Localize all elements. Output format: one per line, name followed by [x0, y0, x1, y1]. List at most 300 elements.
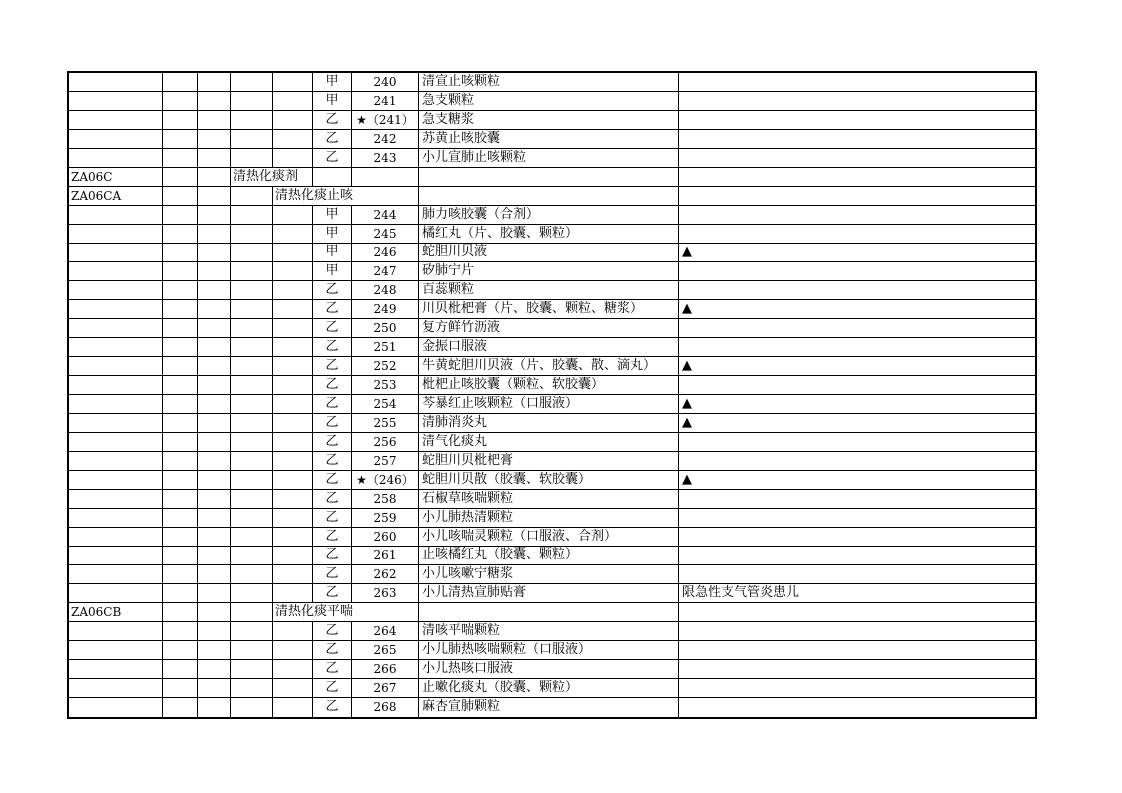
grade-cell: 乙	[313, 357, 352, 376]
code-cell	[69, 452, 163, 471]
subcategory-label: 清热化痰止咳	[273, 187, 419, 206]
empty-cell	[231, 187, 273, 206]
subcategory-row	[69, 187, 1035, 206]
empty-cell	[231, 92, 273, 111]
empty-cell	[273, 433, 313, 452]
empty-cell	[198, 376, 231, 395]
remark-cell: ▲	[679, 243, 1035, 262]
empty-cell	[163, 225, 198, 244]
remark-cell	[679, 546, 1035, 565]
empty-cell	[231, 546, 273, 565]
empty-cell	[273, 452, 313, 471]
empty-cell	[231, 528, 273, 547]
empty-cell	[231, 471, 273, 490]
grade-cell: 乙	[313, 584, 352, 603]
code-cell	[69, 490, 163, 509]
code-cell	[69, 243, 163, 262]
empty-cell	[198, 414, 231, 433]
drug-name-cell: 复方鲜竹沥液	[419, 319, 679, 338]
grade-cell: 甲	[313, 92, 352, 111]
drug-name-cell: 蛇胆川贝液	[419, 243, 679, 262]
empty-cell	[231, 584, 273, 603]
table-row	[69, 509, 1035, 528]
empty-cell	[273, 149, 313, 168]
grade-cell: 乙	[313, 698, 352, 717]
table-row	[69, 679, 1035, 698]
drug-number-cell: 266	[352, 660, 419, 679]
empty-cell	[273, 679, 313, 698]
drug-name-cell: 麻杏宣肺颗粒	[419, 698, 679, 717]
empty-cell	[198, 584, 231, 603]
empty-cell	[163, 187, 198, 206]
drug-number-cell: 252	[352, 357, 419, 376]
grade-cell: 乙	[313, 641, 352, 660]
remark-cell	[679, 149, 1035, 168]
remark-cell	[679, 603, 1035, 622]
drug-name-cell: 川贝枇杷膏（片、胶囊、颗粒、糖浆）	[419, 300, 679, 319]
code-cell	[69, 376, 163, 395]
empty-cell	[273, 319, 313, 338]
code-cell	[69, 528, 163, 547]
drug-number-cell: 245	[352, 225, 419, 244]
empty-cell	[273, 584, 313, 603]
remark-cell: ▲	[679, 471, 1035, 490]
table-row	[69, 433, 1035, 452]
empty-cell	[198, 622, 231, 641]
drug-number-cell: 259	[352, 509, 419, 528]
code-cell	[69, 225, 163, 244]
grade-cell: 乙	[313, 490, 352, 509]
empty-cell	[198, 73, 231, 92]
grade-cell	[313, 168, 352, 187]
table-row	[69, 452, 1035, 471]
grade-cell: 乙	[313, 528, 352, 547]
drug-name-cell: 蛇胆川贝散（胶囊、软胶囊）	[419, 471, 679, 490]
drug-name-cell: 矽肺宁片	[419, 262, 679, 281]
remark-cell	[679, 698, 1035, 717]
empty-cell	[163, 603, 198, 622]
code-cell	[69, 433, 163, 452]
remark-cell	[679, 376, 1035, 395]
code-cell	[69, 357, 163, 376]
drug-number-cell: 255	[352, 414, 419, 433]
empty-cell	[231, 206, 273, 225]
table-row	[69, 490, 1035, 509]
remark-cell	[679, 528, 1035, 547]
grade-cell: 乙	[313, 414, 352, 433]
drug-name-cell: 清宣止咳颗粒	[419, 73, 679, 92]
remark-cell	[679, 92, 1035, 111]
drug-name-cell: 小儿清热宣肺贴膏	[419, 584, 679, 603]
grade-cell: 乙	[313, 433, 352, 452]
subcategory-label: 清热化痰平喘	[273, 603, 419, 622]
drug-number-cell: 268	[352, 698, 419, 717]
remark-cell	[679, 281, 1035, 300]
code-cell	[69, 262, 163, 281]
drug-number-cell: 247	[352, 262, 419, 281]
drug-number-cell	[352, 168, 419, 187]
grade-cell: 乙	[313, 509, 352, 528]
code-cell: ZA06C	[69, 168, 163, 187]
table-row	[69, 319, 1035, 338]
drug-name-cell: 急支颗粒	[419, 92, 679, 111]
empty-cell	[198, 111, 231, 130]
drug-number-cell: 267	[352, 679, 419, 698]
drug-name-cell: 芩暴红止咳颗粒（口服液）	[419, 395, 679, 414]
grade-cell: 乙	[313, 281, 352, 300]
drug-name-cell: 蛇胆川贝枇杷膏	[419, 452, 679, 471]
code-cell	[69, 92, 163, 111]
drug-name-cell: 急支糖浆	[419, 111, 679, 130]
remark-cell: ▲	[679, 395, 1035, 414]
empty-cell	[163, 546, 198, 565]
drug-number-cell: ★（246）	[352, 471, 419, 490]
drug-number-cell: 250	[352, 319, 419, 338]
drug-name-cell: 苏黄止咳胶囊	[419, 130, 679, 149]
category-label: 清热化痰剂	[231, 168, 313, 187]
code-cell	[69, 319, 163, 338]
drug-name-cell	[419, 603, 679, 622]
grade-cell: 乙	[313, 471, 352, 490]
empty-cell	[273, 357, 313, 376]
empty-cell	[198, 603, 231, 622]
code-cell	[69, 300, 163, 319]
empty-cell	[163, 281, 198, 300]
code-cell	[69, 698, 163, 717]
empty-cell	[163, 357, 198, 376]
remark-cell	[679, 452, 1035, 471]
drug-name-cell: 枇杷止咳胶囊（颗粒、软胶囊）	[419, 376, 679, 395]
empty-cell	[163, 92, 198, 111]
drug-number-cell: 246	[352, 243, 419, 262]
empty-cell	[231, 319, 273, 338]
empty-cell	[163, 679, 198, 698]
empty-cell	[231, 679, 273, 698]
drug-number-cell: 241	[352, 92, 419, 111]
category-row	[69, 168, 1035, 187]
empty-cell	[198, 149, 231, 168]
empty-cell	[163, 622, 198, 641]
remark-cell	[679, 206, 1035, 225]
drug-number-cell: 258	[352, 490, 419, 509]
empty-cell	[273, 660, 313, 679]
empty-cell	[198, 546, 231, 565]
remark-cell	[679, 622, 1035, 641]
drug-name-cell: 橘红丸（片、胶囊、颗粒）	[419, 225, 679, 244]
empty-cell	[273, 622, 313, 641]
drug-name-cell: 清肺消炎丸	[419, 414, 679, 433]
empty-cell	[163, 660, 198, 679]
empty-cell	[163, 149, 198, 168]
drug-name-cell: 小儿宣肺止咳颗粒	[419, 149, 679, 168]
empty-cell	[163, 130, 198, 149]
drug-number-cell: 249	[352, 300, 419, 319]
empty-cell	[231, 243, 273, 262]
table-row	[69, 622, 1035, 641]
remark-cell: 限急性支气管炎患儿	[679, 584, 1035, 603]
empty-cell	[198, 490, 231, 509]
empty-cell	[231, 338, 273, 357]
remark-cell	[679, 319, 1035, 338]
grade-cell: 甲	[313, 262, 352, 281]
empty-cell	[273, 490, 313, 509]
code-cell	[69, 414, 163, 433]
empty-cell	[231, 281, 273, 300]
drug-name-cell: 小儿咳嗽宁糖浆	[419, 565, 679, 584]
drug-number-cell: 265	[352, 641, 419, 660]
code-cell	[69, 622, 163, 641]
table-row	[69, 546, 1035, 565]
drug-number-cell: 242	[352, 130, 419, 149]
empty-cell	[163, 376, 198, 395]
table-row	[69, 414, 1035, 433]
empty-cell	[273, 565, 313, 584]
empty-cell	[198, 262, 231, 281]
empty-cell	[198, 698, 231, 717]
drug-name-cell	[419, 187, 679, 206]
grade-cell: 乙	[313, 660, 352, 679]
subcategory-row	[69, 603, 1035, 622]
empty-cell	[163, 111, 198, 130]
code-cell	[69, 130, 163, 149]
code-cell: ZA06CA	[69, 187, 163, 206]
drug-name-cell: 止咳橘红丸（胶囊、颗粒）	[419, 546, 679, 565]
remark-cell	[679, 641, 1035, 660]
empty-cell	[273, 225, 313, 244]
grade-cell: 乙	[313, 300, 352, 319]
drug-name-cell: 百蕊颗粒	[419, 281, 679, 300]
table-row	[69, 660, 1035, 679]
drug-number-cell: 244	[352, 206, 419, 225]
table-row	[69, 357, 1035, 376]
remark-cell	[679, 565, 1035, 584]
remark-cell	[679, 168, 1035, 187]
empty-cell	[163, 433, 198, 452]
empty-cell	[198, 338, 231, 357]
drug-number-cell: 257	[352, 452, 419, 471]
empty-cell	[198, 679, 231, 698]
empty-cell	[231, 490, 273, 509]
table-row	[69, 225, 1035, 244]
table-row	[69, 130, 1035, 149]
empty-cell	[273, 130, 313, 149]
empty-cell	[198, 395, 231, 414]
remark-cell	[679, 433, 1035, 452]
drug-name-cell: 牛黄蛇胆川贝液（片、胶囊、散、滴丸）	[419, 357, 679, 376]
remark-cell	[679, 73, 1035, 92]
grade-cell: 甲	[313, 225, 352, 244]
remark-cell	[679, 225, 1035, 244]
table-row	[69, 262, 1035, 281]
empty-cell	[273, 300, 313, 319]
table-row	[69, 73, 1035, 92]
remark-cell	[679, 130, 1035, 149]
remark-cell	[679, 262, 1035, 281]
empty-cell	[273, 338, 313, 357]
empty-cell	[231, 111, 273, 130]
drug-name-cell: 石椒草咳喘颗粒	[419, 490, 679, 509]
empty-cell	[198, 281, 231, 300]
remark-cell	[679, 111, 1035, 130]
code-cell	[69, 73, 163, 92]
table-row	[69, 641, 1035, 660]
empty-cell	[273, 395, 313, 414]
empty-cell	[198, 357, 231, 376]
empty-cell	[198, 509, 231, 528]
empty-cell	[198, 471, 231, 490]
remark-cell: ▲	[679, 300, 1035, 319]
drug-name-cell: 小儿咳喘灵颗粒（口服液、合剂）	[419, 528, 679, 547]
drug-name-cell: 小儿肺热咳喘颗粒（口服液）	[419, 641, 679, 660]
code-cell	[69, 149, 163, 168]
grade-cell: 乙	[313, 111, 352, 130]
grade-cell: 甲	[313, 206, 352, 225]
table-row	[69, 395, 1035, 414]
empty-cell	[198, 660, 231, 679]
empty-cell	[273, 471, 313, 490]
empty-cell	[231, 433, 273, 452]
empty-cell	[163, 319, 198, 338]
drug-number-cell: 262	[352, 565, 419, 584]
code-cell	[69, 509, 163, 528]
drug-number-cell: 248	[352, 281, 419, 300]
empty-cell	[273, 206, 313, 225]
remark-cell: ▲	[679, 357, 1035, 376]
empty-cell	[273, 92, 313, 111]
drug-number-cell: 256	[352, 433, 419, 452]
code-cell	[69, 641, 163, 660]
drug-name-cell: 小儿肺热清颗粒	[419, 509, 679, 528]
table-row	[69, 206, 1035, 225]
drug-name-cell: 小儿热咳口服液	[419, 660, 679, 679]
empty-cell	[198, 130, 231, 149]
empty-cell	[231, 376, 273, 395]
empty-cell	[198, 565, 231, 584]
remark-cell	[679, 338, 1035, 357]
grade-cell: 乙	[313, 546, 352, 565]
table-row	[69, 149, 1035, 168]
drug-number-cell: 260	[352, 528, 419, 547]
empty-cell	[273, 414, 313, 433]
empty-cell	[273, 641, 313, 660]
empty-cell	[198, 452, 231, 471]
empty-cell	[231, 414, 273, 433]
grade-cell: 甲	[313, 73, 352, 92]
empty-cell	[163, 471, 198, 490]
empty-cell	[163, 490, 198, 509]
drug-name-cell: 金振口服液	[419, 338, 679, 357]
grade-cell: 乙	[313, 679, 352, 698]
empty-cell	[231, 149, 273, 168]
drug-number-cell: ★（241）	[352, 111, 419, 130]
grade-cell: 乙	[313, 622, 352, 641]
empty-cell	[273, 281, 313, 300]
drug-number-cell: 251	[352, 338, 419, 357]
empty-cell	[273, 243, 313, 262]
grade-cell: 乙	[313, 130, 352, 149]
grade-cell: 甲	[313, 243, 352, 262]
drug-number-cell: 243	[352, 149, 419, 168]
empty-cell	[231, 73, 273, 92]
empty-cell	[273, 546, 313, 565]
grade-cell: 乙	[313, 319, 352, 338]
code-cell	[69, 471, 163, 490]
grade-cell: 乙	[313, 395, 352, 414]
table-row	[69, 92, 1035, 111]
empty-cell	[163, 452, 198, 471]
table-row	[69, 300, 1035, 319]
code-cell: ZA06CB	[69, 603, 163, 622]
drug-number-cell: 240	[352, 73, 419, 92]
code-cell	[69, 546, 163, 565]
empty-cell	[163, 395, 198, 414]
remark-cell	[679, 187, 1035, 206]
code-cell	[69, 395, 163, 414]
remark-cell	[679, 679, 1035, 698]
empty-cell	[231, 357, 273, 376]
empty-cell	[273, 73, 313, 92]
empty-cell	[198, 319, 231, 338]
drug-name-cell: 止嗽化痰丸（胶囊、颗粒）	[419, 679, 679, 698]
remark-cell: ▲	[679, 414, 1035, 433]
empty-cell	[231, 225, 273, 244]
empty-cell	[273, 528, 313, 547]
empty-cell	[198, 92, 231, 111]
empty-cell	[198, 225, 231, 244]
empty-cell	[198, 433, 231, 452]
code-cell	[69, 679, 163, 698]
remark-cell	[679, 660, 1035, 679]
empty-cell	[163, 414, 198, 433]
empty-cell	[231, 395, 273, 414]
drug-number-cell: 261	[352, 546, 419, 565]
table-row	[69, 376, 1035, 395]
empty-cell	[198, 243, 231, 262]
table-row	[69, 528, 1035, 547]
empty-cell	[163, 584, 198, 603]
table-row	[69, 584, 1035, 603]
empty-cell	[231, 603, 273, 622]
drug-number-cell: 253	[352, 376, 419, 395]
code-cell	[69, 281, 163, 300]
code-cell	[69, 206, 163, 225]
table-row	[69, 338, 1035, 357]
drug-number-cell: 254	[352, 395, 419, 414]
empty-cell	[163, 262, 198, 281]
empty-cell	[163, 698, 198, 717]
empty-cell	[163, 168, 198, 187]
table-row	[69, 243, 1035, 262]
grade-cell: 乙	[313, 452, 352, 471]
empty-cell	[231, 565, 273, 584]
table-row	[69, 698, 1035, 717]
empty-cell	[231, 300, 273, 319]
empty-cell	[163, 338, 198, 357]
drug-number-cell: 264	[352, 622, 419, 641]
empty-cell	[163, 300, 198, 319]
empty-cell	[163, 509, 198, 528]
empty-cell	[273, 262, 313, 281]
empty-cell	[231, 130, 273, 149]
code-cell	[69, 584, 163, 603]
table-row	[69, 111, 1035, 130]
table-row	[69, 281, 1035, 300]
empty-cell	[273, 509, 313, 528]
empty-cell	[198, 206, 231, 225]
grade-cell: 乙	[313, 149, 352, 168]
table-row	[69, 565, 1035, 584]
empty-cell	[163, 73, 198, 92]
